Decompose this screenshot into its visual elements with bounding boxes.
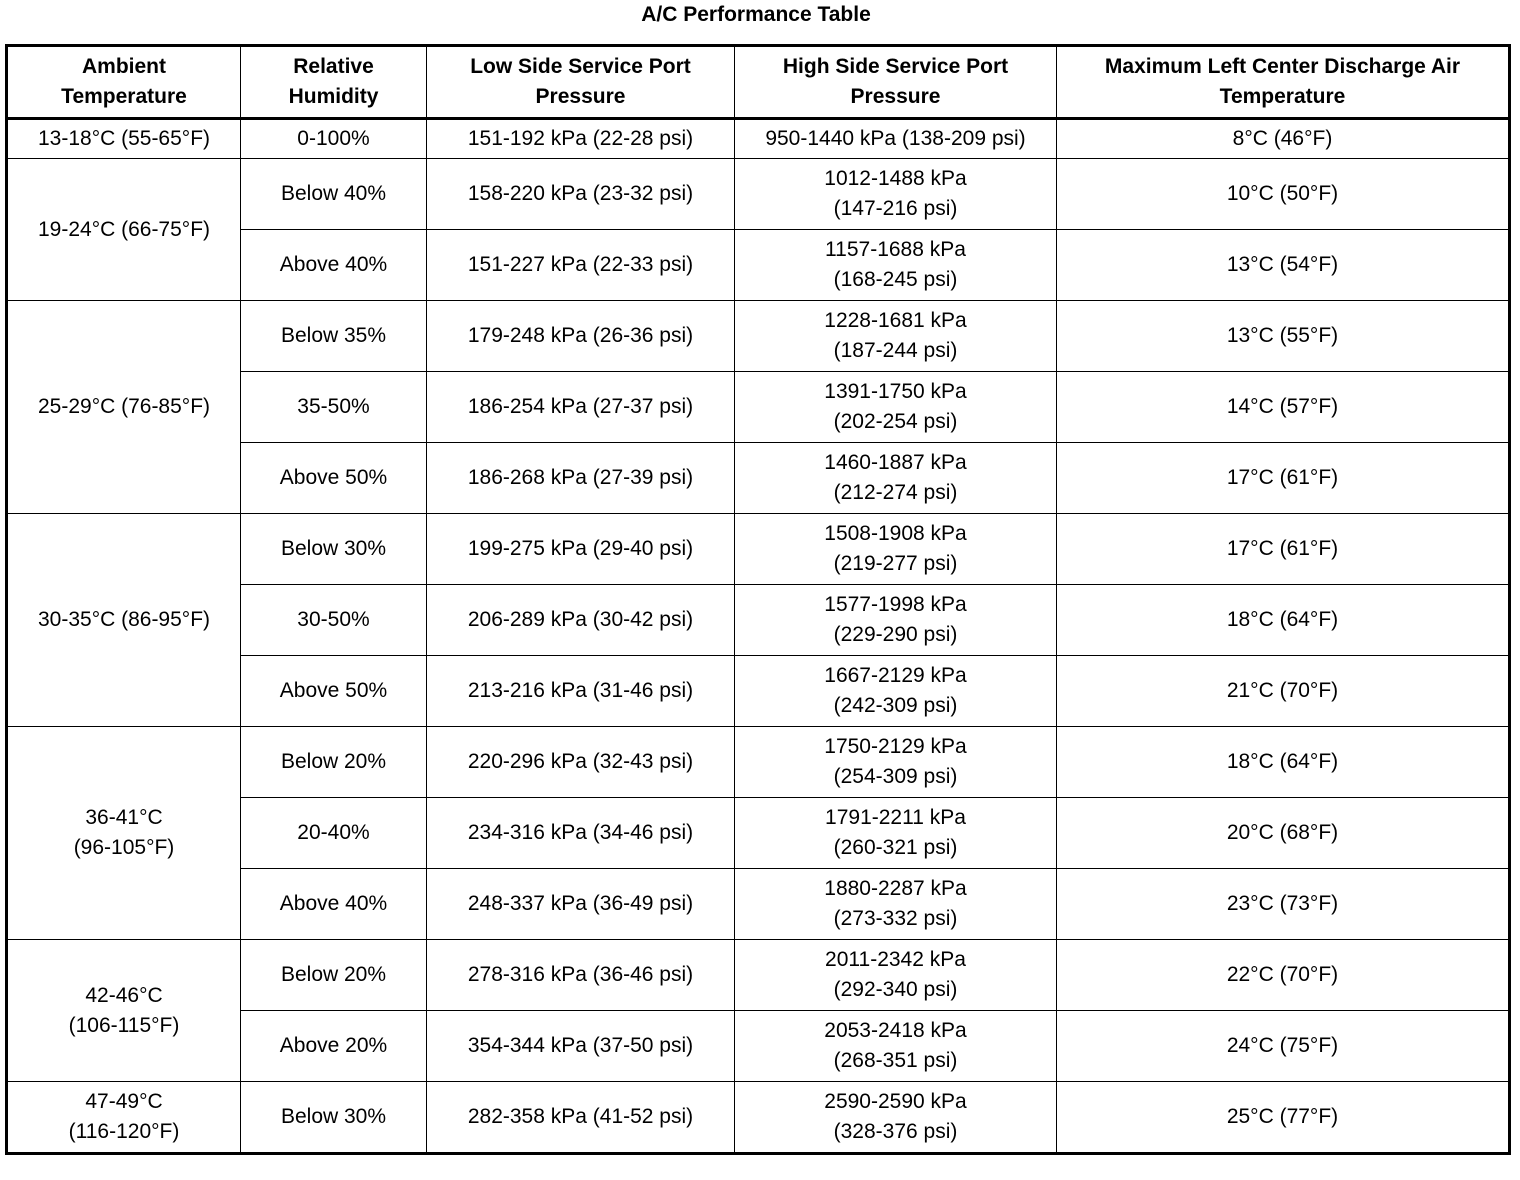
cell-high-side-pressure: 2053-2418 kPa (268-351 psi) bbox=[735, 1011, 1057, 1082]
cell-relative-humidity: Above 40% bbox=[241, 869, 427, 940]
table-row bbox=[7, 727, 1510, 798]
cell-discharge-air-temperature: 17°C (61°F) bbox=[1057, 443, 1510, 514]
cell-high-side-pressure: 1577-1998 kPa (229-290 psi) bbox=[735, 585, 1057, 656]
cell-low-side-pressure: 234-316 kPa (34-46 psi) bbox=[427, 798, 735, 869]
cell-high-side-pressure: 950-1440 kPa (138-209 psi) bbox=[735, 119, 1057, 159]
cell-relative-humidity: 0-100% bbox=[241, 119, 427, 159]
cell-relative-humidity: 20-40% bbox=[241, 798, 427, 869]
cell-discharge-air-temperature: 18°C (64°F) bbox=[1057, 585, 1510, 656]
cell-high-side-pressure: 1157-1688 kPa (168-245 psi) bbox=[735, 230, 1057, 301]
cell-high-side-pressure: 1508-1908 kPa (219-277 psi) bbox=[735, 514, 1057, 585]
table-row bbox=[7, 1082, 1510, 1154]
header-row bbox=[7, 46, 1510, 119]
cell-discharge-air-temperature: 23°C (73°F) bbox=[1057, 869, 1510, 940]
cell-discharge-air-temperature: 25°C (77°F) bbox=[1057, 1082, 1510, 1154]
cell-high-side-pressure: 1012-1488 kPa (147-216 psi) bbox=[735, 159, 1057, 230]
cell-high-side-pressure: 1667-2129 kPa (242-309 psi) bbox=[735, 656, 1057, 727]
cell-relative-humidity: Above 50% bbox=[241, 656, 427, 727]
cell-low-side-pressure: 248-337 kPa (36-49 psi) bbox=[427, 869, 735, 940]
cell-relative-humidity: Below 30% bbox=[241, 514, 427, 585]
cell-relative-humidity: Below 30% bbox=[241, 1082, 427, 1154]
table-title: A/C Performance Table bbox=[641, 3, 871, 26]
cell-relative-humidity: Below 40% bbox=[241, 159, 427, 230]
cell-low-side-pressure: 151-227 kPa (22-33 psi) bbox=[427, 230, 735, 301]
cell-low-side-pressure: 186-254 kPa (27-37 psi) bbox=[427, 372, 735, 443]
cell-discharge-air-temperature: 13°C (54°F) bbox=[1057, 230, 1510, 301]
table-row bbox=[7, 514, 1510, 585]
header-low-side-pressure: Low Side Service Port Pressure bbox=[427, 46, 735, 119]
cell-ambient-temperature: 36-41°C (96-105°F) bbox=[7, 727, 241, 940]
cell-relative-humidity: 30-50% bbox=[241, 585, 427, 656]
cell-relative-humidity: Above 40% bbox=[241, 230, 427, 301]
cell-low-side-pressure: 206-289 kPa (30-42 psi) bbox=[427, 585, 735, 656]
cell-relative-humidity: Below 20% bbox=[241, 940, 427, 1011]
cell-relative-humidity: Above 20% bbox=[241, 1011, 427, 1082]
cell-ambient-temperature: 42-46°C (106-115°F) bbox=[7, 940, 241, 1082]
cell-low-side-pressure: 186-268 kPa (27-39 psi) bbox=[427, 443, 735, 514]
cell-ambient-temperature: 25-29°C (76-85°F) bbox=[7, 301, 241, 514]
cell-low-side-pressure: 354-344 kPa (37-50 psi) bbox=[427, 1011, 735, 1082]
table-row bbox=[7, 159, 1510, 230]
cell-relative-humidity: Below 35% bbox=[241, 301, 427, 372]
cell-discharge-air-temperature: 18°C (64°F) bbox=[1057, 727, 1510, 798]
cell-ambient-temperature: 30-35°C (86-95°F) bbox=[7, 514, 241, 727]
table-body bbox=[7, 119, 1510, 1154]
cell-high-side-pressure: 2011-2342 kPa (292-340 psi) bbox=[735, 940, 1057, 1011]
cell-discharge-air-temperature: 24°C (75°F) bbox=[1057, 1011, 1510, 1082]
header-relative-humidity: Relative Humidity bbox=[241, 46, 427, 119]
cell-ambient-temperature: 13-18°C (55-65°F) bbox=[7, 119, 241, 159]
cell-ambient-temperature: 47-49°C (116-120°F) bbox=[7, 1082, 241, 1154]
cell-low-side-pressure: 220-296 kPa (32-43 psi) bbox=[427, 727, 735, 798]
cell-discharge-air-temperature: 14°C (57°F) bbox=[1057, 372, 1510, 443]
cell-high-side-pressure: 1880-2287 kPa (273-332 psi) bbox=[735, 869, 1057, 940]
cell-high-side-pressure: 1791-2211 kPa (260-321 psi) bbox=[735, 798, 1057, 869]
cell-relative-humidity: Below 20% bbox=[241, 727, 427, 798]
cell-ambient-temperature: 19-24°C (66-75°F) bbox=[7, 159, 241, 301]
cell-high-side-pressure: 2590-2590 kPa (328-376 psi) bbox=[735, 1082, 1057, 1154]
cell-high-side-pressure: 1750-2129 kPa (254-309 psi) bbox=[735, 727, 1057, 798]
cell-discharge-air-temperature: 10°C (50°F) bbox=[1057, 159, 1510, 230]
cell-high-side-pressure: 1391-1750 kPa (202-254 psi) bbox=[735, 372, 1057, 443]
cell-low-side-pressure: 151-192 kPa (22-28 psi) bbox=[427, 119, 735, 159]
cell-low-side-pressure: 282-358 kPa (41-52 psi) bbox=[427, 1082, 735, 1154]
cell-high-side-pressure: 1460-1887 kPa (212-274 psi) bbox=[735, 443, 1057, 514]
cell-high-side-pressure: 1228-1681 kPa (187-244 psi) bbox=[735, 301, 1057, 372]
cell-discharge-air-temperature: 17°C (61°F) bbox=[1057, 514, 1510, 585]
header-ambient-temperature: Ambient Temperature bbox=[7, 46, 241, 119]
cell-low-side-pressure: 199-275 kPa (29-40 psi) bbox=[427, 514, 735, 585]
table-row bbox=[7, 940, 1510, 1011]
table-row bbox=[7, 301, 1510, 372]
cell-discharge-air-temperature: 13°C (55°F) bbox=[1057, 301, 1510, 372]
cell-discharge-air-temperature: 22°C (70°F) bbox=[1057, 940, 1510, 1011]
cell-discharge-air-temperature: 20°C (68°F) bbox=[1057, 798, 1510, 869]
cell-relative-humidity: 35-50% bbox=[241, 372, 427, 443]
table-row bbox=[7, 119, 1510, 159]
cell-low-side-pressure: 213-216 kPa (31-46 psi) bbox=[427, 656, 735, 727]
header-high-side-pressure: High Side Service Port Pressure bbox=[735, 46, 1057, 119]
cell-low-side-pressure: 179-248 kPa (26-36 psi) bbox=[427, 301, 735, 372]
cell-relative-humidity: Above 50% bbox=[241, 443, 427, 514]
cell-low-side-pressure: 278-316 kPa (36-46 psi) bbox=[427, 940, 735, 1011]
cell-discharge-air-temperature: 21°C (70°F) bbox=[1057, 656, 1510, 727]
ac-performance-table bbox=[5, 44, 1511, 1155]
cell-discharge-air-temperature: 8°C (46°F) bbox=[1057, 119, 1510, 159]
header-discharge-air-temperature: Maximum Left Center Discharge Air Temperature bbox=[1057, 46, 1510, 119]
cell-low-side-pressure: 158-220 kPa (23-32 psi) bbox=[427, 159, 735, 230]
